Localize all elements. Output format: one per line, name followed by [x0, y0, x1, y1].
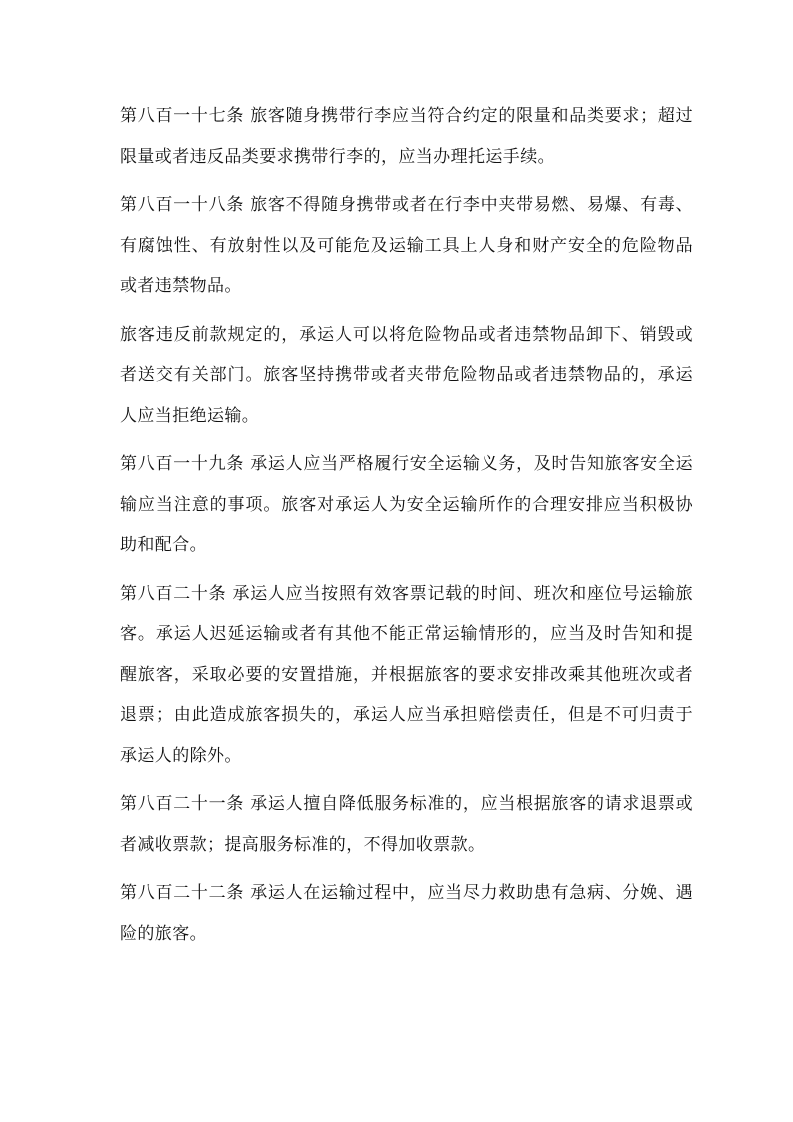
article-818-clause-2: 旅客违反前款规定的，承运人可以将危险物品或者违禁物品卸下、销毁或者送交有关部门。旅客坚持携带或者夹带危险物品或者违禁物品的，承运人应当拒绝运输。 [120, 324, 693, 426]
article-818: 第八百一十八条 旅客不得随身携带或者在行李中夹带易燃、易爆、有毒、有腐蚀性、有放射性以及可能危及运输工具上人身和财产安全的危险物品或者违禁物品。 [120, 195, 693, 296]
article-821: 第八百二十一条 承运人擅自降低服务标准的，应当根据旅客的请求退票或者减收票款；提高服务标准的，不得加收票款。 [120, 794, 693, 855]
article-820: 第八百二十条 承运人应当按照有效客票记载的时间、班次和座位号运输旅客。承运人迟延运输或者有其他不能正常运输情形的，应当及时告知和提醒旅客，采取必要的安置措施，并根据旅客的要求安排改乘其他班次或者退票；由此造成旅客损失的，承运人应当承担赔偿责任，但是不可归责于承运人的除外。 [120, 583, 693, 766]
article-819: 第八百一十九条 承运人应当严格履行安全运输义务，及时告知旅客安全运输应当注意的事项。旅客对承运人为安全运输所作的合理安排应当积极协助和配合。 [120, 454, 693, 555]
article-822: 第八百二十二条 承运人在运输过程中，应当尽力救助患有急病、分娩、遇险的旅客。 [120, 883, 693, 944]
article-817: 第八百一十七条 旅客随身携带行李应当符合约定的限量和品类要求；超过限量或者违反品类要求携带行李的，应当办理托运手续。 [120, 106, 693, 167]
